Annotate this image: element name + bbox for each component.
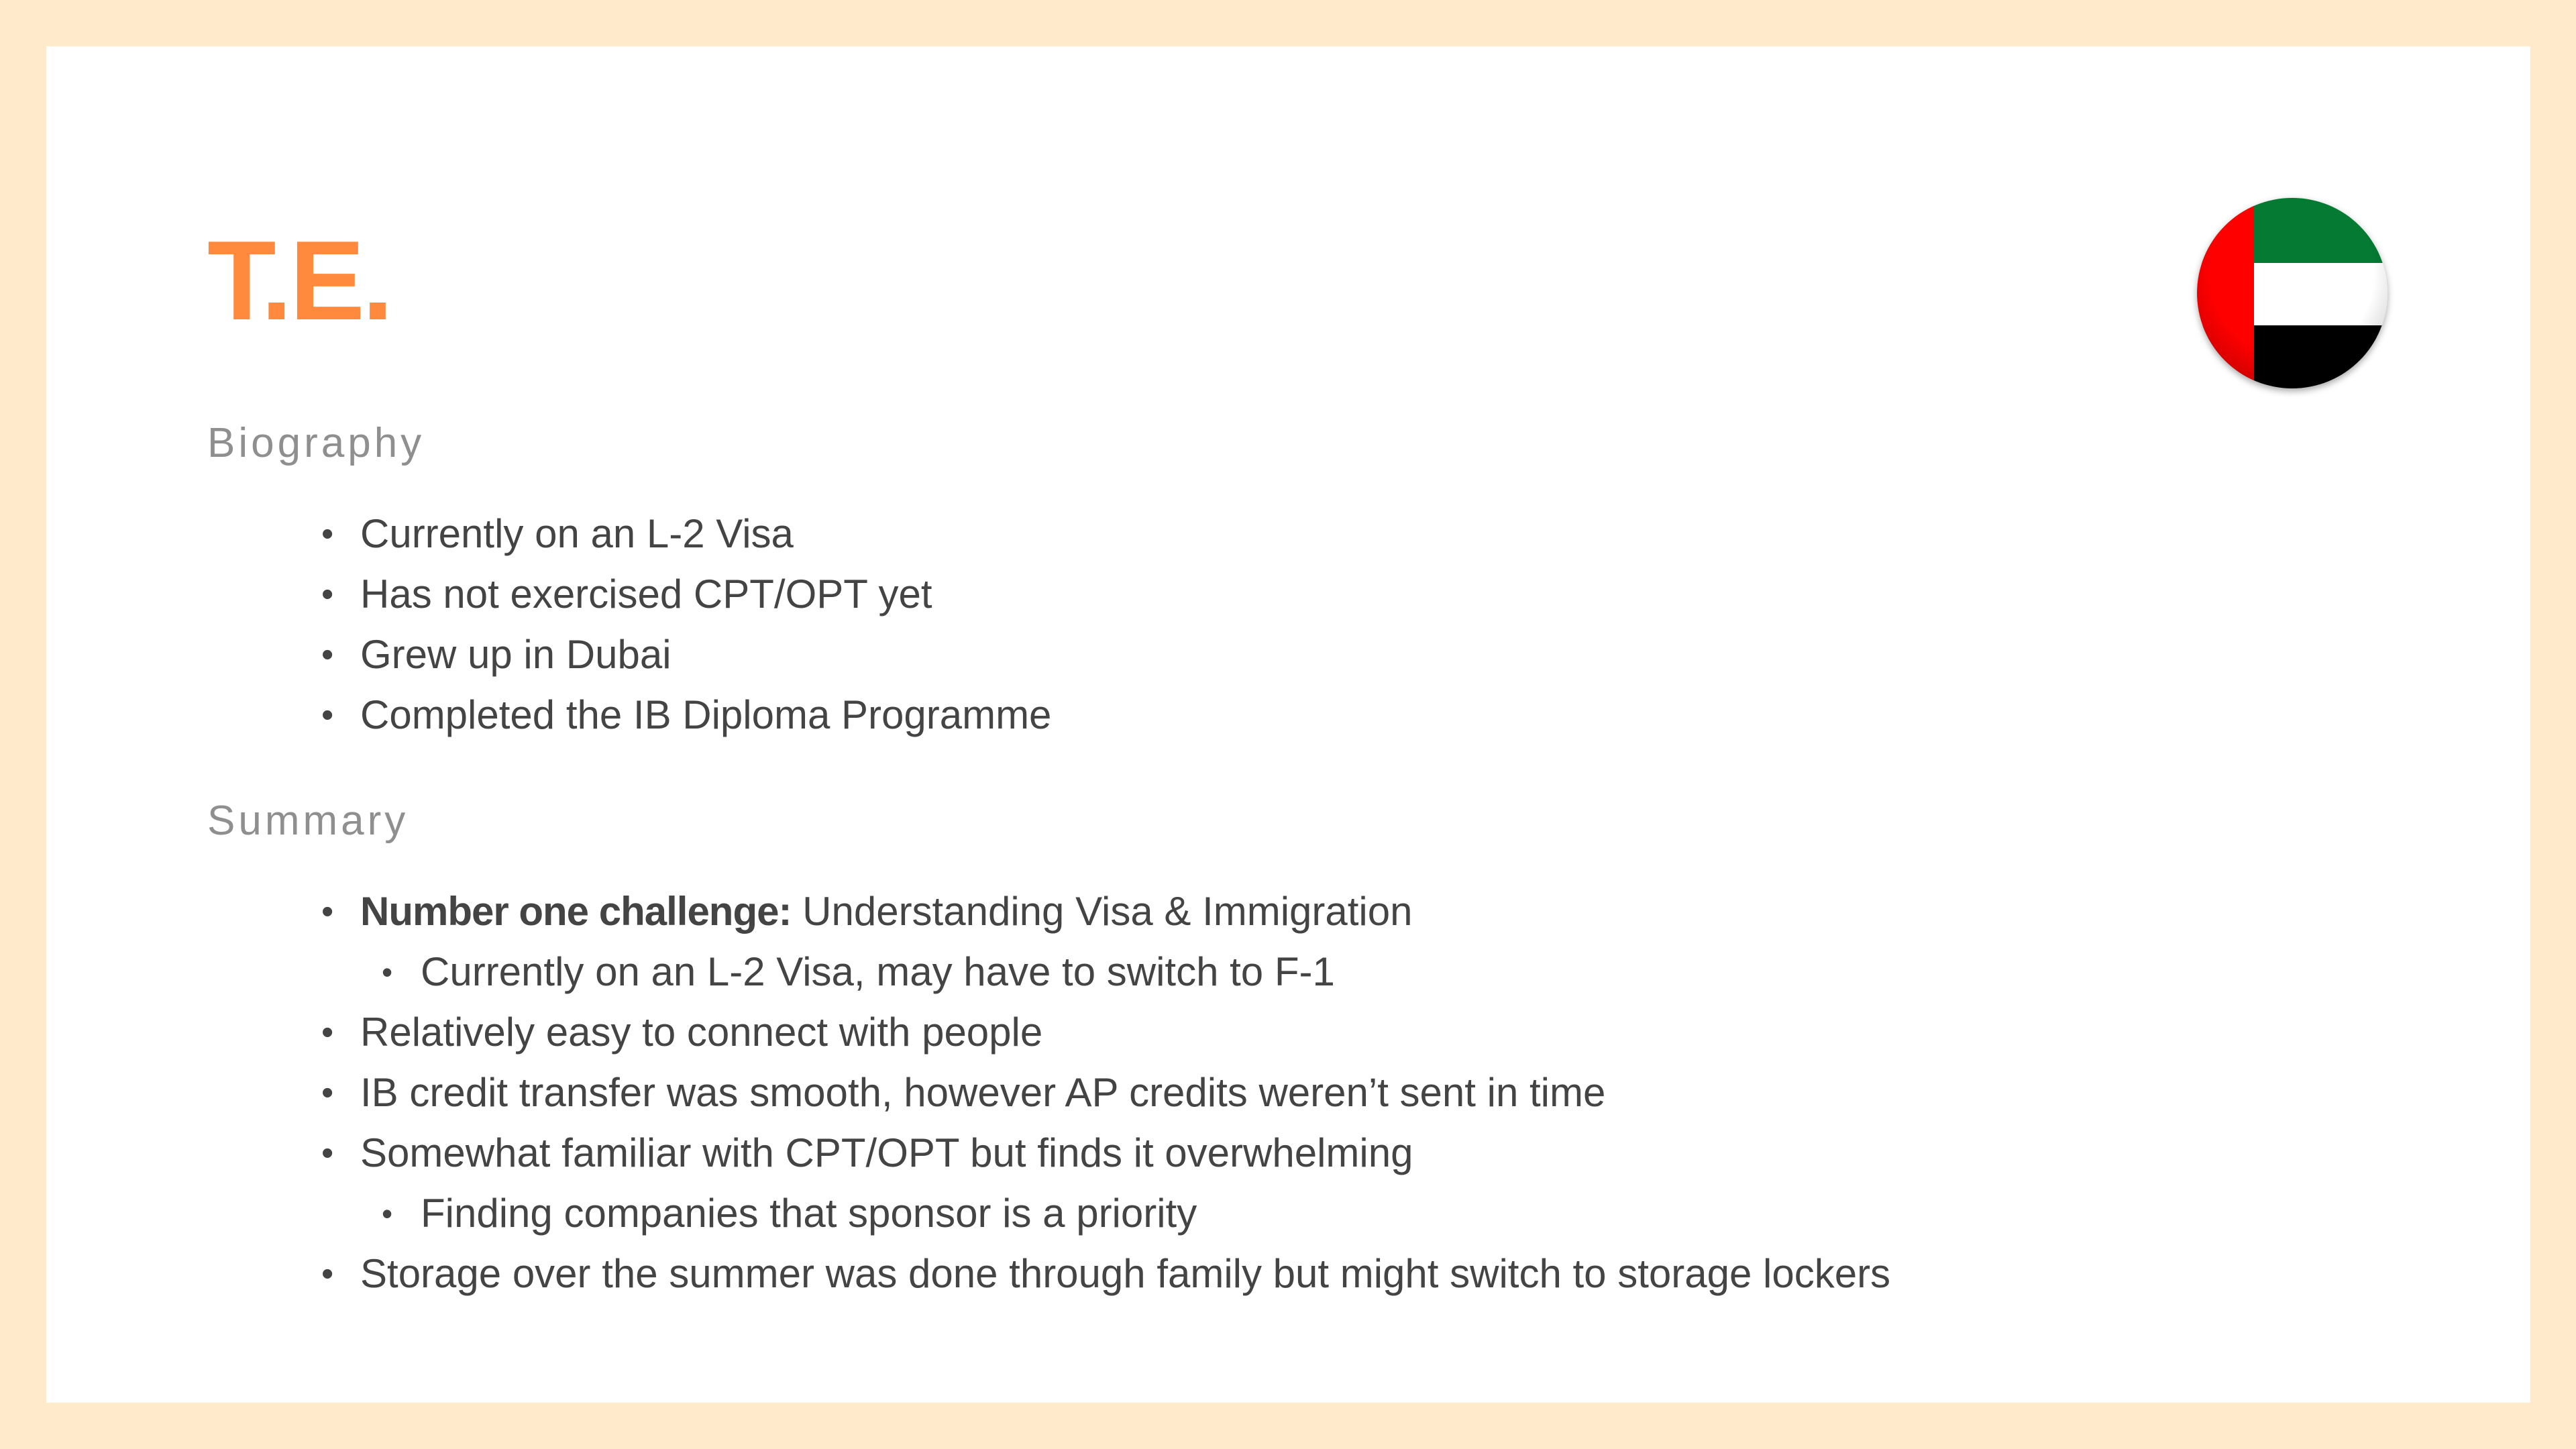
list-item: • Storage over the summer was done through family but might switch to storage lockers — [315, 1244, 1890, 1304]
list-item — [315, 881, 1890, 942]
list-item: • Completed the IB Diploma Programme — [315, 685, 1051, 745]
list-item: • Relatively easy to connect with people — [315, 1002, 1890, 1063]
sub-list-item: • Finding companies that sponsor is a priority — [315, 1183, 1890, 1244]
slide — [46, 46, 2530, 1403]
challenge-text: Understanding Visa & Immigration — [791, 889, 1413, 934]
uae-flag-icon — [2197, 198, 2387, 388]
list-item: • Currently on an L-2 Visa — [315, 504, 1051, 564]
flag-shading — [2197, 198, 2387, 388]
summary-list — [315, 881, 1890, 1304]
list-item: • Somewhat familiar with CPT/OPT but finds it overwhelming — [315, 1123, 1890, 1183]
challenge-label: Number one challenge: — [360, 889, 792, 934]
biography-heading: Biography — [207, 420, 425, 466]
list-item: • IB credit transfer was smooth, however AP credits weren’t sent in time — [315, 1063, 1890, 1123]
list-item: • Grew up in Dubai — [315, 625, 1051, 685]
sub-list-item: • Currently on an L-2 Visa, may have to switch to F-1 — [315, 942, 1890, 1002]
summary-heading: Summary — [207, 798, 409, 844]
list-item: • Has not exercised CPT/OPT yet — [315, 564, 1051, 625]
slide-title: T.E. — [207, 217, 391, 343]
biography-list — [315, 504, 1051, 745]
